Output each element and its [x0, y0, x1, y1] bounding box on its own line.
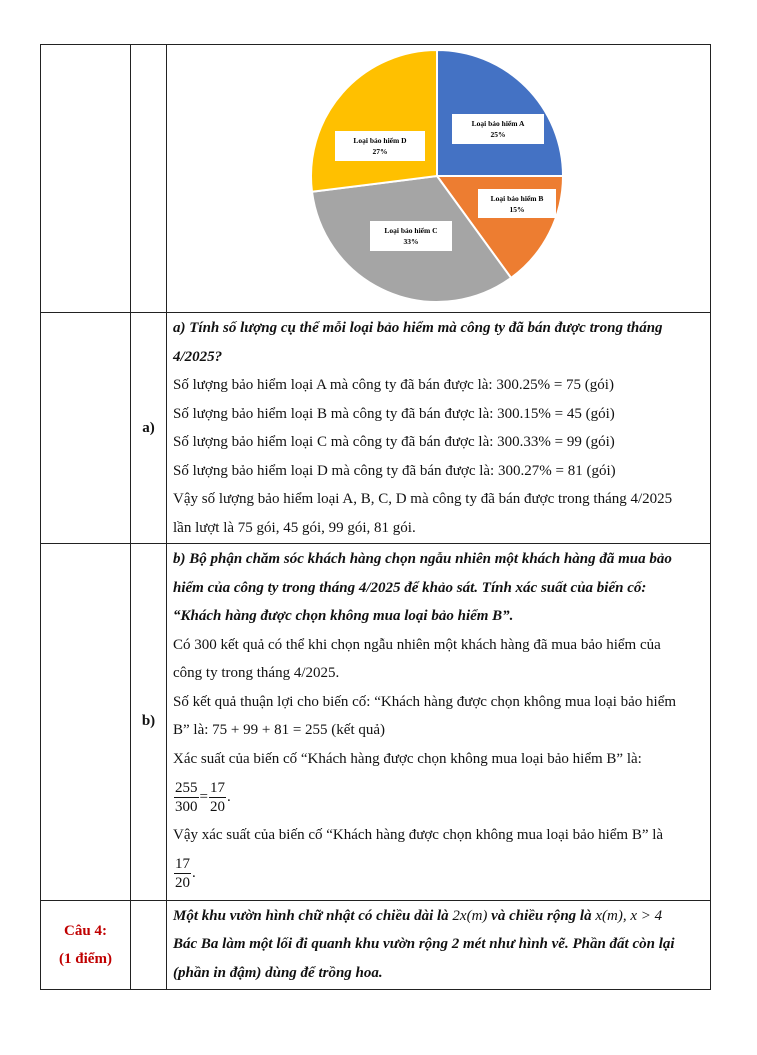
- question-number: Câu 4:: [64, 922, 107, 939]
- question-4-content: [167, 900, 711, 990]
- part-b-conclusion: Vậy xác suất của biến cố “Khách hàng được chọn không mua loại bảo hiểm B” là: [173, 827, 664, 843]
- part-b-favorable: Số kết quả thuận lợi cho biến cố: “Khách hàng được chọn không mua loại bảo hiểm: [173, 693, 677, 710]
- part-a-row: [41, 313, 711, 544]
- part-a-label: a): [131, 313, 167, 544]
- part-b-heading-cont: hiểm của công ty trong tháng 4/2025 để khảo sát. Tính xác suất của biến cố:: [173, 579, 647, 596]
- pie-label-b: [478, 189, 556, 218]
- part-b-heading: b) Bộ phận chăm sóc khách hàng chọn ngẫu nhiên một khách hàng đã mua bảo: [173, 551, 672, 567]
- chart-row: [41, 45, 711, 313]
- question-4-row: [41, 900, 711, 990]
- part-a-line-c: Số lượng bảo hiểm loại C mà công ty đã bán được là: 300.33% = 99 (gói): [173, 434, 615, 450]
- part-b-favorable-cont: B” là: 75 + 99 + 81 = 255 (kết quả): [173, 722, 386, 738]
- pie-chart-cell: [167, 45, 711, 313]
- part-b-event: “Khách hàng được chọn không mua loại bảo hiểm B”.: [173, 608, 514, 624]
- empty-cell: [131, 900, 167, 990]
- question-4-text-end: (phần in đậm) dùng để trồng hoa.: [173, 964, 383, 981]
- question-4-text-cont: Bác Ba làm một lối đi quanh khu vườn rộng 2 mét như hình vẽ. Phần đất còn lại: [173, 936, 675, 952]
- part-a-heading: a) Tính số lượng cụ thể mỗi loại bảo hiểm mà công ty đã bán được trong tháng: [173, 320, 663, 336]
- fraction: $\frac{17}{20}$: [209, 779, 225, 815]
- part-a-line-d: Số lượng bảo hiểm loại D mà công ty đã bán được là: 300.27% = 81 (gói): [173, 462, 616, 479]
- part-a-line-a: Số lượng bảo hiểm loại A mà công ty đã bán được là: 300.25% = 75 (gói): [173, 377, 614, 393]
- pie-label-percent: 15%: [509, 205, 525, 214]
- empty-cell: [131, 45, 167, 313]
- part-a-line-b: Số lượng bảo hiểm loại B mà công ty đã bán được là: 300.15% = 45 (gói): [173, 405, 615, 422]
- part-b-row: [41, 544, 711, 901]
- empty-cell: [41, 45, 131, 313]
- part-b-sample-space-cont: công ty trong tháng 4/2025.: [173, 665, 340, 681]
- question-points: (1 điểm): [59, 950, 112, 967]
- part-a-heading-cont: 4/2025?: [173, 348, 223, 365]
- part-b-content: [167, 544, 711, 901]
- part-b-label: b): [131, 544, 167, 901]
- empty-cell: [41, 313, 131, 544]
- pie-label-a: [452, 114, 544, 144]
- answer-table: [40, 44, 711, 990]
- pie-label-name: Loại bảo hiểm B: [490, 194, 544, 203]
- part-b-probability-value: $\frac{255}{300}$ = $\frac{17}{20}$ .: [175, 779, 231, 815]
- part-b-sample-space: Có 300 kết quả có thể khi chọn ngẫu nhiên một khách hàng đã mua bảo hiểm của: [173, 636, 661, 653]
- fraction: $\frac{255}{300}$: [175, 779, 198, 815]
- pie-chart: [167, 45, 711, 307]
- fraction: $\frac{17}{20}$: [175, 856, 190, 891]
- empty-cell: [41, 544, 131, 901]
- part-a-content: [167, 313, 711, 544]
- question-4-label: [41, 900, 131, 990]
- part-b-probability: Xác suất của biến cố “Khách hàng được chọn không mua loại bảo hiểm B” là:: [173, 750, 642, 767]
- pie-slice-a: [437, 50, 563, 176]
- part-b-conclusion-value: $\frac{17}{20}$ .: [175, 856, 196, 891]
- pie-label-name: Loại bảo hiểm A: [471, 119, 525, 128]
- pie-label-d: [335, 131, 425, 161]
- pie-label-percent: 27%: [372, 147, 388, 156]
- pie-label-name: Loại bảo hiểm C: [384, 226, 438, 235]
- part-a-conclusion: Vậy số lượng bảo hiểm loại A, B, C, D mà công ty đã bán được trong tháng 4/2025: [173, 491, 673, 507]
- exam-sheet: [40, 44, 710, 990]
- pie-label-name: Loại bảo hiểm D: [353, 136, 407, 145]
- pie-label-percent: 25%: [490, 130, 506, 139]
- question-4-text: Một khu vườn hình chữ nhật có chiều dài là 2x(m) và chiều rộng là x(m), x > 4: [173, 907, 663, 924]
- part-a-conclusion-cont: lần lượt là 75 gói, 45 gói, 99 gói, 81 gói.: [173, 519, 416, 536]
- pie-label-percent: 33%: [403, 237, 419, 246]
- pie-slice-d: [311, 50, 437, 192]
- pie-label-c: [370, 221, 452, 251]
